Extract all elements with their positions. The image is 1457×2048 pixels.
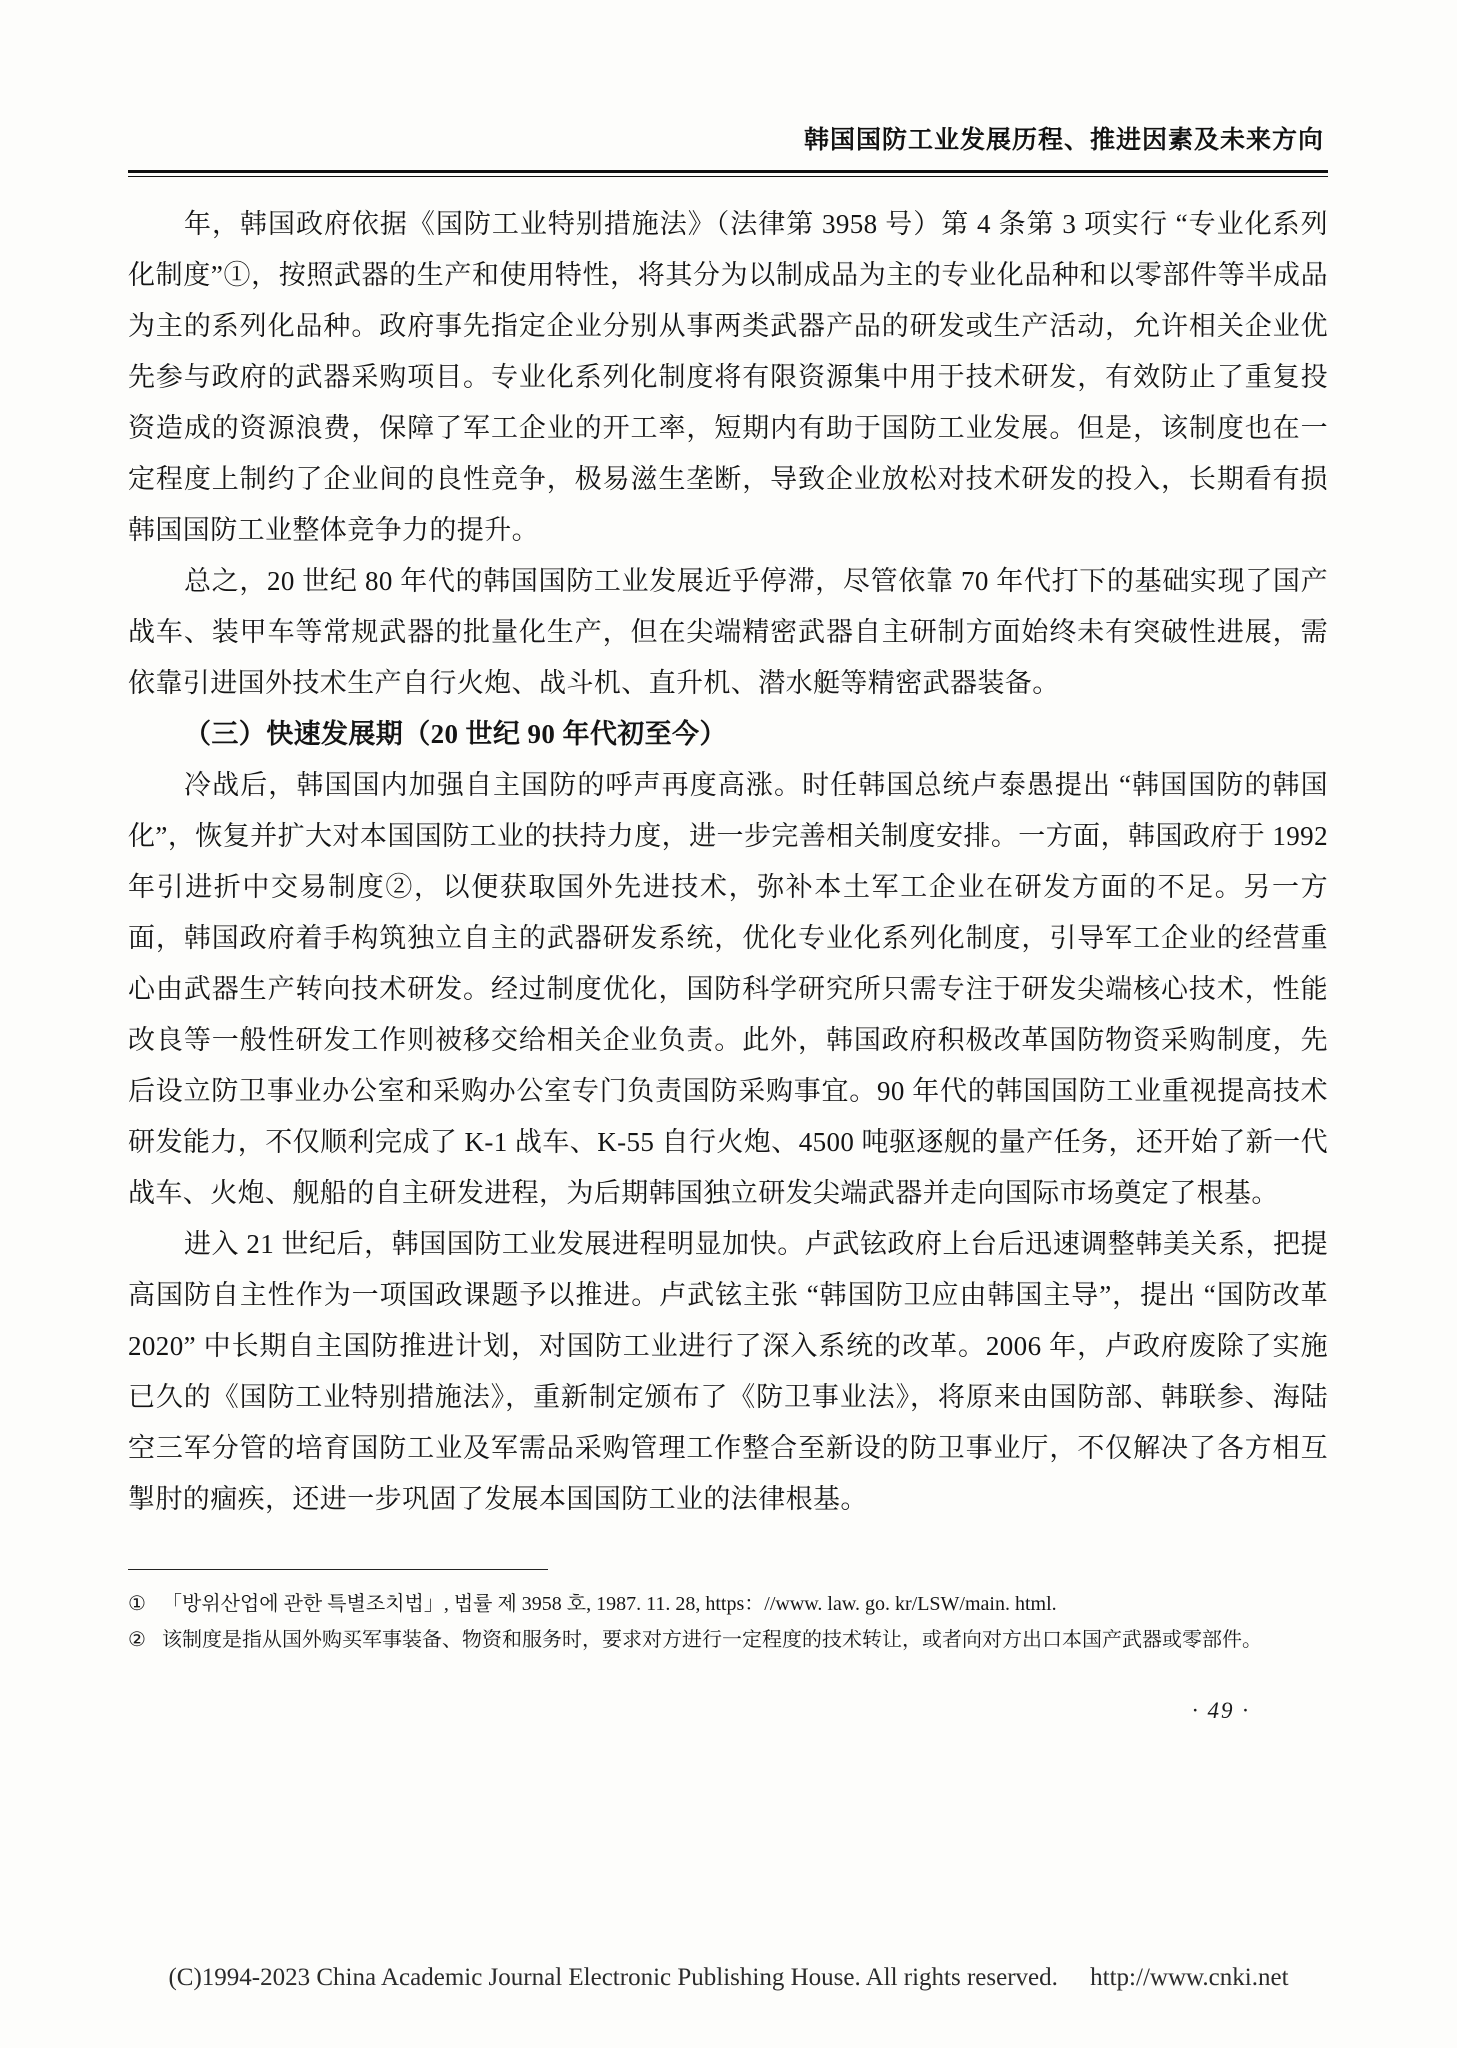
footnote-item — [128, 1622, 1328, 1658]
body-text — [128, 199, 1328, 1525]
paragraph: 进入 21 世纪后，韩国国防工业发展进程明显加快。卢武铉政府上台后迅速调整韩美关系，把提高国防自主性作为一项国政课题予以推进。卢武铉主张 “韩国防卫应由韩国主导”，提出 “国防改革 2020” 中长期自主国防推进计划，对国防工业进行了深入系统的改革。2006 年，卢政府废除了实施已久的《国防工业特别措施法》，重新制定颁布了《防卫事业法》，将原来由国防部、韩联参、海陆空三军分管的培育国防工业及军需品采购管理工作整合至新设的防卫事业厅，不仅解决了各方相互掣肘的痼疾，还进一步巩固了发展本国国防工业的法律根基。 — [128, 1229, 1328, 1514]
footnote-marker: ② — [128, 1629, 146, 1651]
header-rule-thick — [128, 170, 1328, 173]
paragraph: 冷战后，韩国国内加强自主国防的呼声再度高涨。时任韩国总统卢泰愚提出 “韩国国防的韩国化”，恢复并扩大对本国国防工业的扶持力度，进一步完善相关制度安排。一方面，韩国政府于 1992 年引进折中交易制度②，以便获取国外先进技术，弥补本土军工企业在研发方面的不足。另一方面，韩国政府着手构筑独立自主的武器研发系统，优化专业化系列化制度，引导军工企业的经营重心由武器生产转向技术研发。经过制度优化，国防科学研究所只需专注于研发尖端核心技术，性能改良等一般性研发工作则被移交给相关企业负责。此外，韩国政府积极改革国防物资采购制度，先后设立防卫事业办公室和采购办公室专门负责国防采购事宜。90 年代的韩国国防工业重视提高技术研发能力，不仅顺利完成了 K-1 战车、K-55 自行火炮、4500 吨驱逐舰的量产任务，还开始了新一代战车、火炮、舰船的自主研发进程，为后期韩国独立研发尖端武器并走向国际市场奠定了根基。 — [128, 770, 1328, 1208]
footnote-marker: ① — [128, 1593, 146, 1615]
footnote-list — [128, 1586, 1328, 1658]
page-number: · 49 · — [1192, 1698, 1250, 1723]
footnote-text: 「방위산업에 관한 특별조치법」, 법률 제 3958 호, 1987. 11. 28, https：//www. law. go. kr/LSW/main. html. — [162, 1593, 1057, 1615]
page-content — [128, 120, 1328, 1724]
copyright-text: (C)1994-2023 China Academic Journal Electronic Publishing House. All rights reserved. — [168, 1964, 1058, 1991]
header-rule-thin — [128, 176, 1328, 177]
footnote-text: 该制度是指从国外购买军事装备、物资和服务时，要求对方进行一定程度的技术转让，或者向对方出口本国产武器或零部件。 — [162, 1629, 1262, 1651]
cnki-url: http://www.cnki.net — [1090, 1964, 1289, 1991]
running-head: 韩国国防工业发展历程、推进因素及未来方向 — [803, 126, 1324, 154]
paragraph: 总之，20 世纪 80 年代的韩国国防工业发展近乎停滞，尽管依靠 70 年代打下的基础实现了国产战车、装甲车等常规武器的批量化生产，但在尖端精密武器自主研制方面始终未有突破性进展，需依靠引进国外技术生产自行火炮、战斗机、直升机、潜水艇等精密武器装备。 — [128, 566, 1328, 698]
copyright-notice — [0, 1964, 1457, 1992]
footnote-item — [128, 1586, 1328, 1622]
section-subheading: （三）快速发展期（20 世纪 90 年代初至今） — [184, 719, 727, 749]
footnote-separator — [128, 1569, 548, 1570]
paragraph: 年，韩国政府依据《国防工业特别措施法》（法律第 3958 号）第 4 条第 3 项实行 “专业化系列化制度”①，按照武器的生产和使用特性，将其分为以制成品为主的专业化品种和以零部件等半成品为主的系列化品种。政府事先指定企业分别从事两类武器产品的研发或生产活动，允许相关企业优先参与政府的武器采购项目。专业化系列化制度将有限资源集中用于技术研发，有效防止了重复投资造成的资源浪费，保障了军工企业的开工率，短期内有助于国防工业发展。但是，该制度也在一定程度上制约了企业间的良性竞争，极易滋生垄断，导致企业放松对技术研发的投入，长期看有损韩国国防工业整体竞争力的提升。 — [128, 209, 1328, 545]
